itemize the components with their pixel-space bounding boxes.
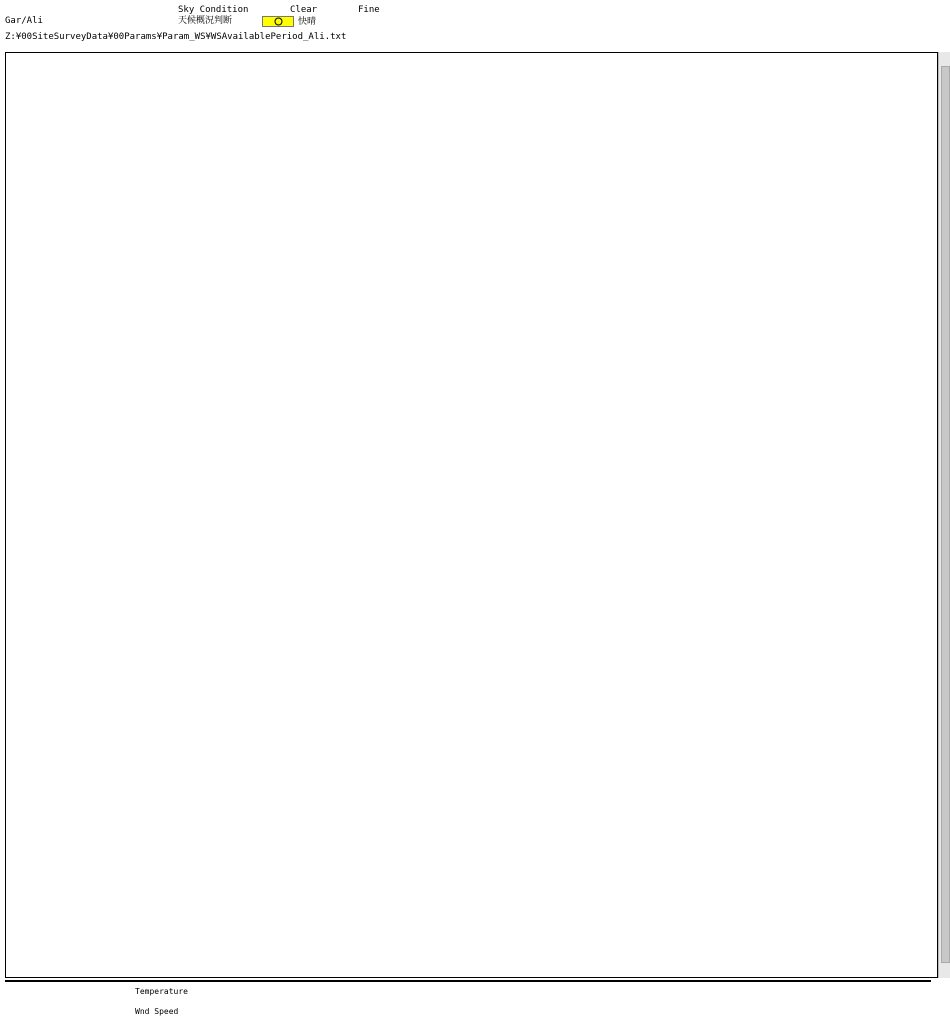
sky-condition-en: Sky Condition bbox=[178, 5, 249, 15]
site-label: Gar/Ali bbox=[5, 16, 43, 26]
legend-divider bbox=[5, 980, 931, 982]
wind-speed-label: Wnd Speed bbox=[135, 1007, 179, 1016]
legend-en-1: Fine bbox=[358, 5, 380, 15]
temperature-label: Temperature bbox=[135, 987, 188, 996]
file-path: Z:¥00SiteSurveyData¥00Params¥Param_WS¥WSAvailablePeriod_Ali.txt bbox=[5, 32, 347, 42]
color-legend bbox=[5, 978, 938, 1027]
legend-jp-0: 快晴 bbox=[298, 17, 317, 27]
sky-condition-jp: 天候概況判断 bbox=[178, 16, 233, 26]
header bbox=[0, 0, 950, 52]
vertical-scrollbar[interactable] bbox=[938, 52, 950, 978]
legend-en-0: Clear bbox=[290, 5, 318, 15]
scrollbar-thumb[interactable] bbox=[941, 66, 950, 963]
availability-grid bbox=[5, 52, 938, 978]
clear-swatch bbox=[262, 16, 294, 27]
